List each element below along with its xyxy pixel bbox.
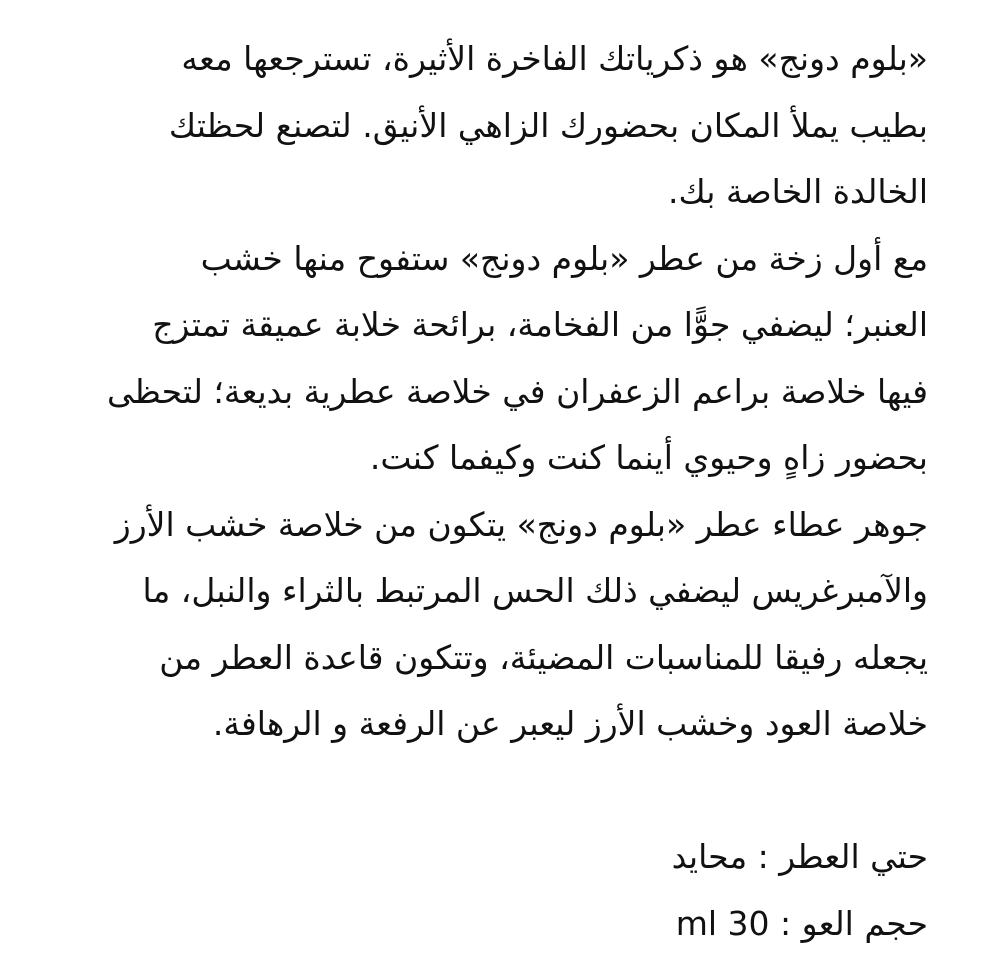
description-line-5: العنبر؛ ليضفي جوًّا من الفخامة، برائحة خلابة عميقة تمتزج xyxy=(152,305,928,344)
spec-duration: حتي العطر : محايد xyxy=(671,837,928,876)
description-line-6: فيها خلاصة براعم الزعفران في خلاصة عطرية بديعة؛ لتحظى xyxy=(107,371,928,411)
description-line-2: بطيب يملأ المكان بحضورك الزاهي الأنيق. لتصنع لحظتك xyxy=(168,105,928,145)
description-line-9: والآمبرغريس ليضفي ذلك الحس المرتبط بالثراء والنبل، ما xyxy=(142,571,928,610)
description-line-8: جوهر عطاء عطر «بلوم دونج» يتكون من خلاصة خشب الأرز xyxy=(114,504,928,544)
description-line-10: يجعله رفيقا للمناسبات المضيئة، وتتكون قاعدة العطر من xyxy=(159,637,928,677)
description-line-3: الخالدة الخاصة بك. xyxy=(667,172,928,211)
description-line-11: خلاصة العود وخشب الأرز ليعبر عن الرفعة و الرهافة. xyxy=(212,704,928,743)
description-line-4: مع أول زخة من عطر «بلوم دونج» ستفوح منها خشب xyxy=(200,238,928,278)
description-text-block xyxy=(58,26,928,957)
description-line-1: «بلوم دونج» هو ذكرياتك الفاخرة الأثيرة، تسترجعها معه xyxy=(181,39,928,78)
spec-size: حجم العو : 30 ml xyxy=(675,903,928,943)
description-line-7: بحضور زاهٍ وحيوي أينما كنت وكيفما كنت. xyxy=(369,438,928,477)
paragraph-spacer xyxy=(58,758,928,825)
